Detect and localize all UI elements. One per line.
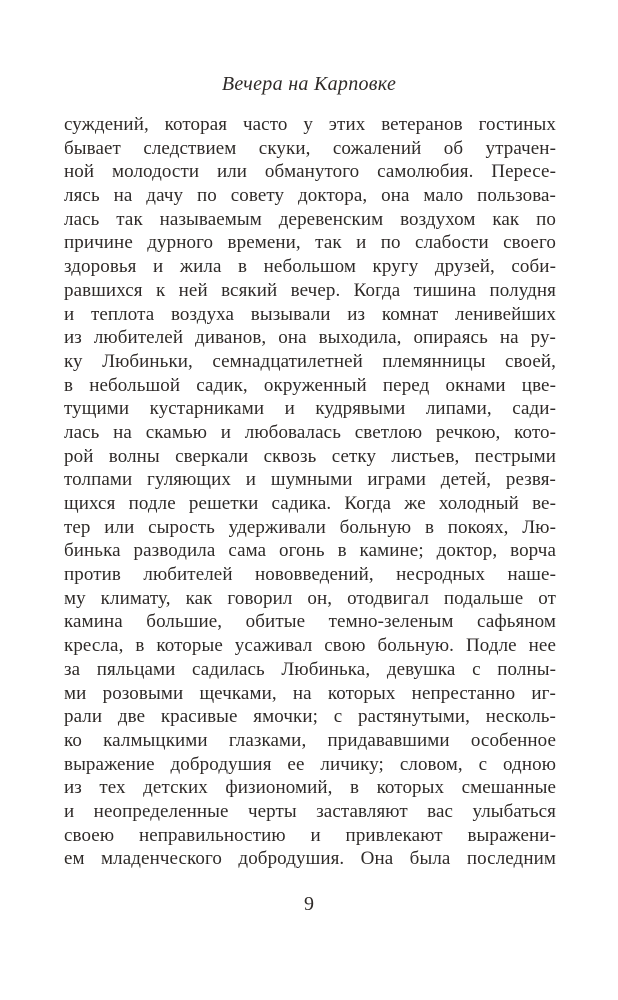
text-line: из любителей диванов, она выходила, опираясь на ру- — [64, 327, 556, 349]
text-line: бывает следствием скуки, сожалений об утрачен- — [64, 137, 556, 159]
text-line: ко калмыцкими глазками, придававшими особенное — [64, 729, 556, 751]
text-line: равшихся к ней всякий вечер. Когда тишина полудня — [64, 279, 556, 301]
text-line: лась на скамью и любовалась светлою речкою, кото- — [64, 421, 556, 443]
text-line: толпами гуляющих и шумными играми детей, резвя- — [64, 469, 556, 491]
text-line: и неопределенные черты заставляют вас улыбаться — [64, 800, 556, 822]
text-line: ной молодости или обманутого самолюбия. Пересе- — [64, 161, 556, 183]
text-line: рали две красивые ямочки; с растянутыми, несколь- — [64, 706, 556, 728]
text-line: лась так называемым деревенским воздухом как по — [64, 208, 556, 230]
text-line: тер или сырость удерживали больную в покоях, Лю- — [64, 516, 556, 538]
text-line: ку Любиньки, семнадцатилетней племянницы своей, — [64, 350, 556, 372]
running-header: Вечера на Карповке — [221, 73, 397, 95]
text-line: в небольшой садик, окруженный перед окнами цве- — [64, 374, 556, 396]
text-line: здоровья и жила в небольшом кругу друзей, соби- — [64, 256, 556, 278]
text-line: ми розовыми щечками, на которых непрестанно иг- — [64, 682, 556, 704]
text-line: и теплота воздуха вызывали из комнат ленивейших — [64, 303, 556, 325]
page-number: 9 — [304, 893, 314, 915]
text-line: му климату, как говорил он, отодвигал подальше от — [64, 587, 556, 609]
text-line: лясь на дачу по совету доктора, она мало пользова- — [64, 185, 556, 207]
text-line: рой волны сверкали сквозь сетку листьев, пестрыми — [64, 445, 556, 467]
text-line: за пяльцами садилась Любинька, девушка с полны- — [64, 658, 556, 680]
text-line: бинька разводила сама огонь в камине; доктор, ворча — [64, 540, 556, 562]
text-line: своею неправильностию и привлекают выражени- — [64, 824, 556, 846]
text-line: щихся подле решетки садика. Когда же холодный ве- — [64, 493, 556, 514]
text-line: выражение добродушия ее личику; словом, с одною — [64, 753, 556, 775]
text-line: ем младенческого добродушия. Она была последним — [64, 848, 556, 870]
text-line: тущими кустарниками и кудрявыми липами, сади- — [64, 398, 556, 420]
text-line: против любителей нововведений, несродных наше- — [64, 564, 556, 586]
text-line: кресла, в которые усаживал свою больную. Подле нее — [64, 635, 556, 657]
text-line: камина большие, обитые темно-зеленым сафьяном — [64, 611, 556, 633]
text-line: суждений, которая часто у этих ветеранов гостиных — [64, 114, 556, 135]
text-line: из тех детских физиономий, в которых смешанные — [64, 777, 556, 799]
text-line: причине дурного времени, так и по слабости своего — [64, 232, 556, 254]
body-text — [64, 113, 556, 871]
